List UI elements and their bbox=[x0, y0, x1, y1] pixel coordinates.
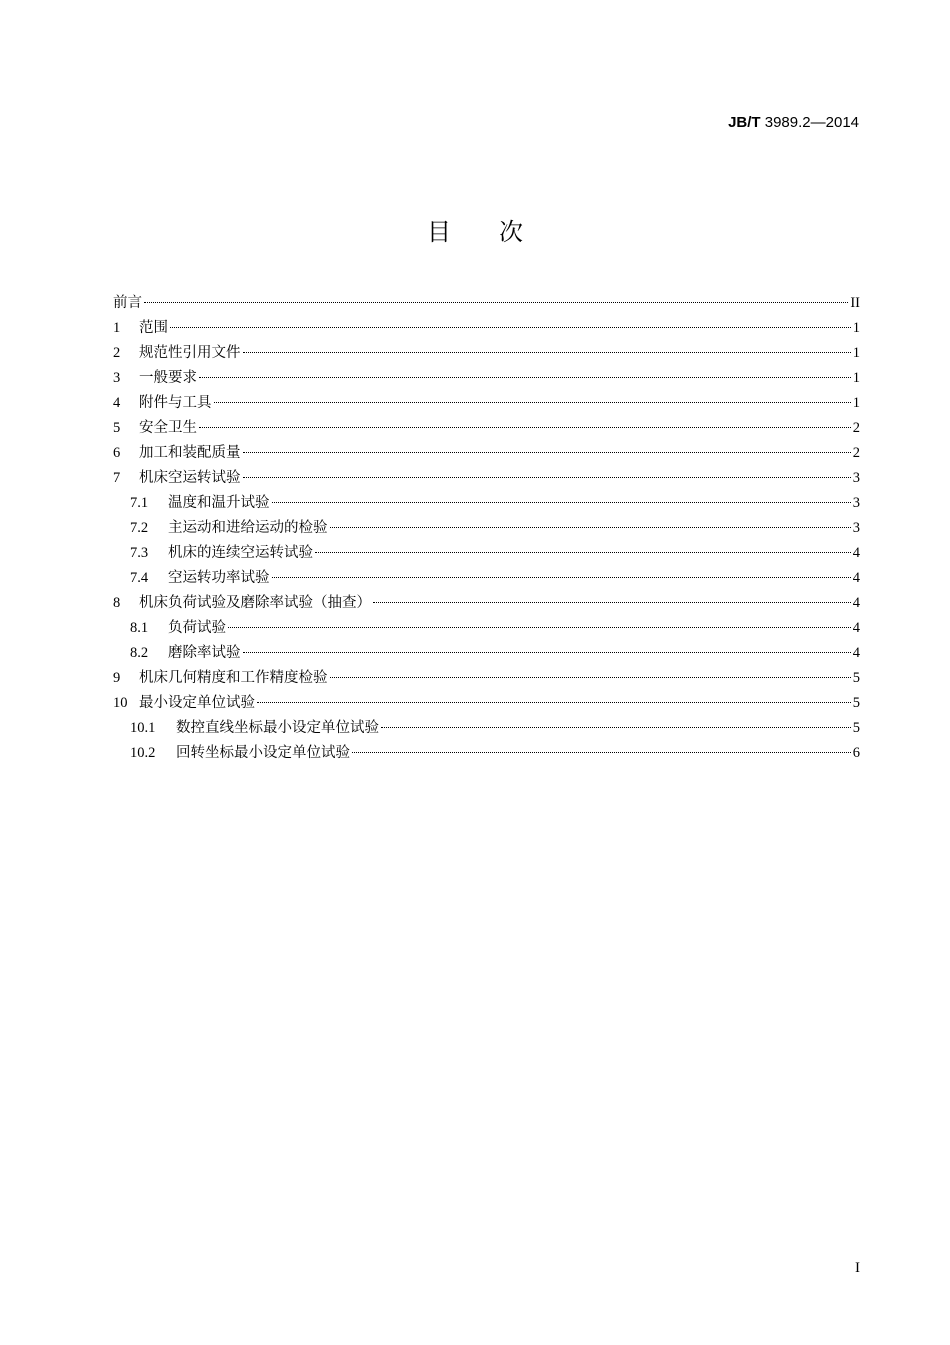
toc-entry-title: 安全卫生 bbox=[139, 420, 197, 436]
toc-entry-number: 7.1 bbox=[130, 495, 149, 511]
toc-dot-leader bbox=[243, 352, 851, 353]
toc-entry[interactable] bbox=[113, 316, 860, 341]
table-of-contents bbox=[113, 291, 860, 766]
toc-entry-title: 最小设定单位试验 bbox=[139, 695, 255, 711]
toc-entry[interactable] bbox=[113, 641, 860, 666]
toc-entry-title: 前言 bbox=[113, 295, 142, 311]
toc-entry-number: 2 bbox=[113, 345, 121, 361]
toc-entry[interactable] bbox=[113, 441, 860, 466]
toc-entry-title: 负荷试验 bbox=[168, 620, 226, 636]
standard-prefix: JB/T bbox=[728, 114, 761, 131]
toc-entry[interactable] bbox=[113, 341, 860, 366]
toc-dot-leader bbox=[257, 702, 851, 703]
toc-entry-title: 主运动和进给运动的检验 bbox=[168, 520, 328, 536]
toc-entry-page: 3 bbox=[852, 520, 860, 536]
toc-entry-page: 5 bbox=[852, 695, 860, 711]
page-number: I bbox=[855, 1260, 860, 1276]
toc-entry[interactable] bbox=[113, 491, 860, 516]
toc-entry-page: II bbox=[850, 295, 860, 311]
toc-entry-title: 磨除率试验 bbox=[168, 645, 241, 661]
toc-entry[interactable] bbox=[113, 566, 860, 591]
toc-dot-leader bbox=[243, 477, 851, 478]
toc-entry-page: 4 bbox=[852, 570, 860, 586]
toc-entry[interactable] bbox=[113, 416, 860, 441]
toc-entry-number: 7.2 bbox=[130, 520, 149, 536]
toc-entry-title: 范围 bbox=[139, 320, 168, 336]
toc-entry-title: 附件与工具 bbox=[139, 395, 212, 411]
toc-entry[interactable] bbox=[113, 691, 860, 716]
toc-entry-title: 一般要求 bbox=[139, 370, 197, 386]
toc-entry[interactable] bbox=[113, 741, 860, 766]
toc-entry-number: 6 bbox=[113, 445, 121, 461]
toc-entry-number: 4 bbox=[113, 395, 121, 411]
toc-entry[interactable] bbox=[113, 291, 860, 316]
toc-entry[interactable] bbox=[113, 666, 860, 691]
toc-entry-title: 温度和温升试验 bbox=[168, 495, 270, 511]
toc-entry-number: 7 bbox=[113, 470, 121, 486]
toc-dot-leader bbox=[243, 652, 851, 653]
toc-entry-title: 数控直线坐标最小设定单位试验 bbox=[176, 720, 379, 736]
toc-entry-page: 2 bbox=[852, 445, 860, 461]
toc-dot-leader bbox=[381, 727, 851, 728]
toc-entry[interactable] bbox=[113, 541, 860, 566]
toc-entry[interactable] bbox=[113, 716, 860, 741]
toc-dot-leader bbox=[243, 452, 851, 453]
toc-entry-title: 空运转功率试验 bbox=[168, 570, 270, 586]
standard-number-header bbox=[728, 114, 859, 131]
toc-entry-number: 8.1 bbox=[130, 620, 149, 636]
toc-dot-leader bbox=[330, 677, 851, 678]
toc-entry[interactable] bbox=[113, 616, 860, 641]
toc-entry-number: 7.3 bbox=[130, 545, 149, 561]
toc-entry-page: 5 bbox=[852, 670, 860, 686]
toc-entry-number: 8 bbox=[113, 595, 121, 611]
toc-entry-number: 10 bbox=[113, 695, 128, 711]
toc-entry-title: 机床几何精度和工作精度检验 bbox=[139, 670, 328, 686]
toc-dot-leader bbox=[170, 327, 851, 328]
toc-entry[interactable] bbox=[113, 466, 860, 491]
toc-entry-page: 3 bbox=[852, 470, 860, 486]
toc-entry-title: 规范性引用文件 bbox=[139, 345, 241, 361]
toc-dot-leader bbox=[272, 577, 851, 578]
toc-entry[interactable] bbox=[113, 391, 860, 416]
toc-entry-page: 5 bbox=[852, 720, 860, 736]
toc-dot-leader bbox=[352, 752, 851, 753]
standard-number: 3989.2—2014 bbox=[764, 114, 859, 131]
toc-entry-number: 1 bbox=[113, 320, 121, 336]
toc-entry[interactable] bbox=[113, 366, 860, 391]
toc-dot-leader bbox=[144, 302, 848, 303]
toc-entry-page: 3 bbox=[852, 495, 860, 511]
toc-entry-number: 7.4 bbox=[130, 570, 149, 586]
toc-entry-title: 回转坐标最小设定单位试验 bbox=[176, 745, 350, 761]
toc-entry-page: 4 bbox=[852, 595, 860, 611]
toc-dot-leader bbox=[199, 427, 851, 428]
toc-entry-number: 9 bbox=[113, 670, 121, 686]
toc-entry-title: 机床空运转试验 bbox=[139, 470, 241, 486]
toc-dot-leader bbox=[315, 552, 851, 553]
toc-entry-page: 1 bbox=[852, 320, 860, 336]
toc-entry-page: 4 bbox=[852, 545, 860, 561]
toc-entry[interactable] bbox=[113, 591, 860, 616]
toc-dot-leader bbox=[373, 602, 851, 603]
toc-dot-leader bbox=[228, 627, 851, 628]
toc-title: 目次 bbox=[427, 218, 571, 246]
toc-entry-number: 10.2 bbox=[130, 745, 156, 761]
toc-entry-title: 机床的连续空运转试验 bbox=[168, 545, 313, 561]
toc-entry-number: 8.2 bbox=[130, 645, 149, 661]
toc-entry-page: 1 bbox=[852, 395, 860, 411]
toc-entry-number: 10.1 bbox=[130, 720, 156, 736]
toc-entry[interactable] bbox=[113, 516, 860, 541]
toc-entry-page: 1 bbox=[852, 370, 860, 386]
toc-entry-title: 加工和装配质量 bbox=[139, 445, 241, 461]
toc-entry-page: 1 bbox=[852, 345, 860, 361]
toc-entry-page: 4 bbox=[852, 620, 860, 636]
toc-entry-number: 5 bbox=[113, 420, 121, 436]
toc-entry-page: 2 bbox=[852, 420, 860, 436]
toc-entry-title: 机床负荷试验及磨除率试验（抽查） bbox=[139, 595, 371, 611]
toc-entry-page: 4 bbox=[852, 645, 860, 661]
toc-entry-number: 3 bbox=[113, 370, 121, 386]
toc-dot-leader bbox=[272, 502, 851, 503]
toc-dot-leader bbox=[199, 377, 851, 378]
toc-entry-page: 6 bbox=[852, 745, 860, 761]
toc-dot-leader bbox=[214, 402, 851, 403]
toc-dot-leader bbox=[330, 527, 851, 528]
